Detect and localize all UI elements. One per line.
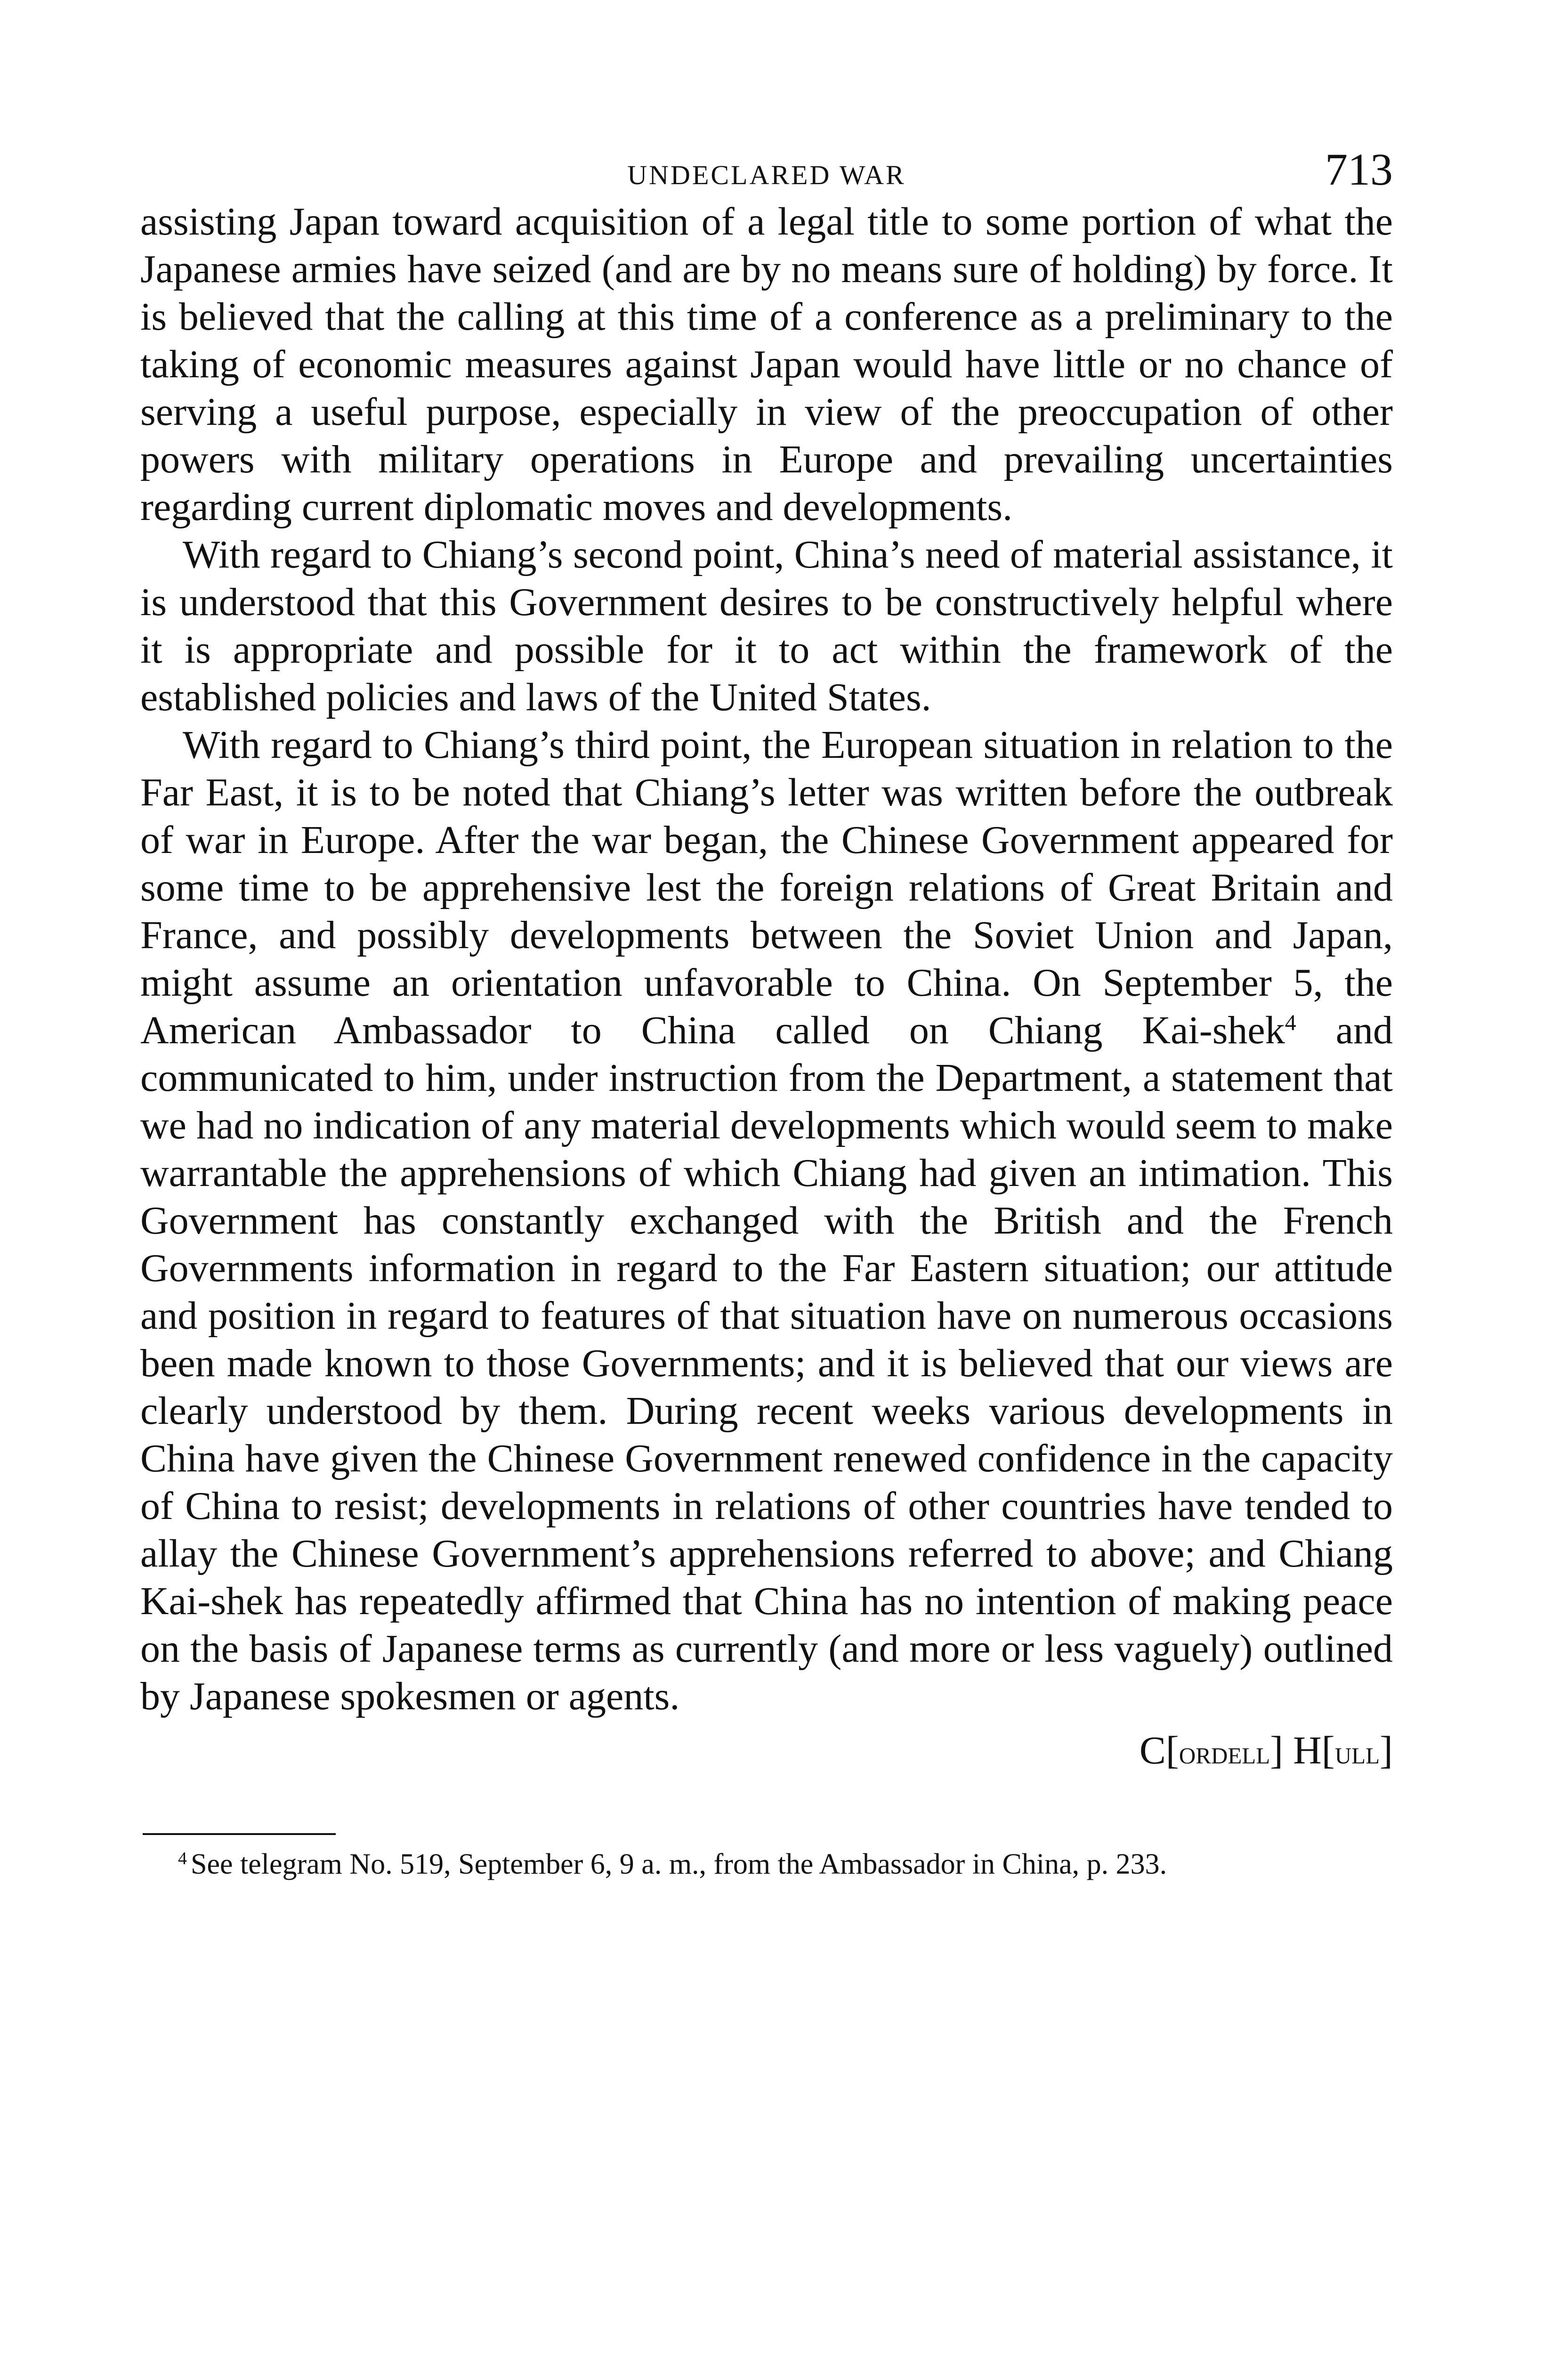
footnote — [140, 1847, 1393, 1881]
signature — [140, 1727, 1393, 1777]
paragraph-third-point-text-before-note: With regard to Chiang’s third point, the European situation in relation to the Far East, it is to be noted that Chiang’s letter was written before the outbreak of war in Europe. After the war began, the Chinese Government appeared for some time to be apprehensive lest the foreign relations of Great Britain and France, and possibly developments between the Soviet Union and Japan, might assume an orientation unfavorable to China. On September 5, the American Ambassador to China called on Chiang Kai-shek — [140, 723, 1393, 1052]
document-page — [140, 141, 1393, 1881]
signature-last-name-rest: ull — [1334, 1735, 1380, 1771]
footnote-marker: 4 — [178, 1849, 187, 1868]
signature-close: ] — [1380, 1729, 1393, 1772]
paragraph-continuation: assisting Japan toward acquisition of a legal title to some portion of what the Japanese armies have seized (and are by no means sure of holding) by force. It is believed that the calling at this time of a conference as a preliminary to the taking of economic measures against Japan would have little or no chance of serving a useful purpose, especially in view of the preoccupation of other powers with military operations in Europe and prevailing uncertainties regarding current diplomatic moves and developments. — [140, 200, 1393, 529]
running-header — [140, 141, 1393, 198]
running-title: UNDECLARED WAR — [627, 160, 906, 190]
page-number: 713 — [1325, 144, 1393, 195]
paragraph-third-point-text-after-note: and communicated to him, under instruction from the Department, a statement that we had no indication of any material developments which would seem to make warrantable the apprehensions of which Chiang had given an intimation. This Government has constantly exchanged with the British and the French Governments information in regard to the Far Eastern situation; our attitude and position in regard to features of that situation have on numerous occasions been made known to those Governments; and it is believed that our views are clearly understood by them. During recent weeks various developments in China have given the Chinese Government renewed confidence in the capacity of China to resist; developments in relations of other countries have tended to allay the Chinese Government’s apprehensions referred to above; and Chiang Kai-shek has repeatedly affirmed that China has no intention of making peace on the basis of Japanese terms as currently (and more or less vaguely) outlined by Japanese spokesmen or agents. — [140, 1008, 1393, 1718]
signature-first-name-rest: ordell — [1179, 1735, 1270, 1771]
footnote-reference: 4 — [1285, 1010, 1296, 1035]
signature-middle: ] H[ — [1270, 1729, 1335, 1772]
footnote-divider — [143, 1833, 336, 1835]
body-text — [140, 198, 1393, 1720]
paragraph-second-point: With regard to Chiang’s second point, China’s need of material assistance, it is understood that this Government desires to be constructively helpful where it is appropriate and possible for it to act within the framework of the established policies and laws of the United States. — [140, 533, 1393, 719]
paragraph-third-point — [140, 721, 1393, 1720]
footnote-text: See telegram No. 519, September 6, 9 a. m., from the Ambassador in China, p. 233. — [191, 1848, 1167, 1880]
signature-first-initial: C[ — [1139, 1729, 1179, 1772]
